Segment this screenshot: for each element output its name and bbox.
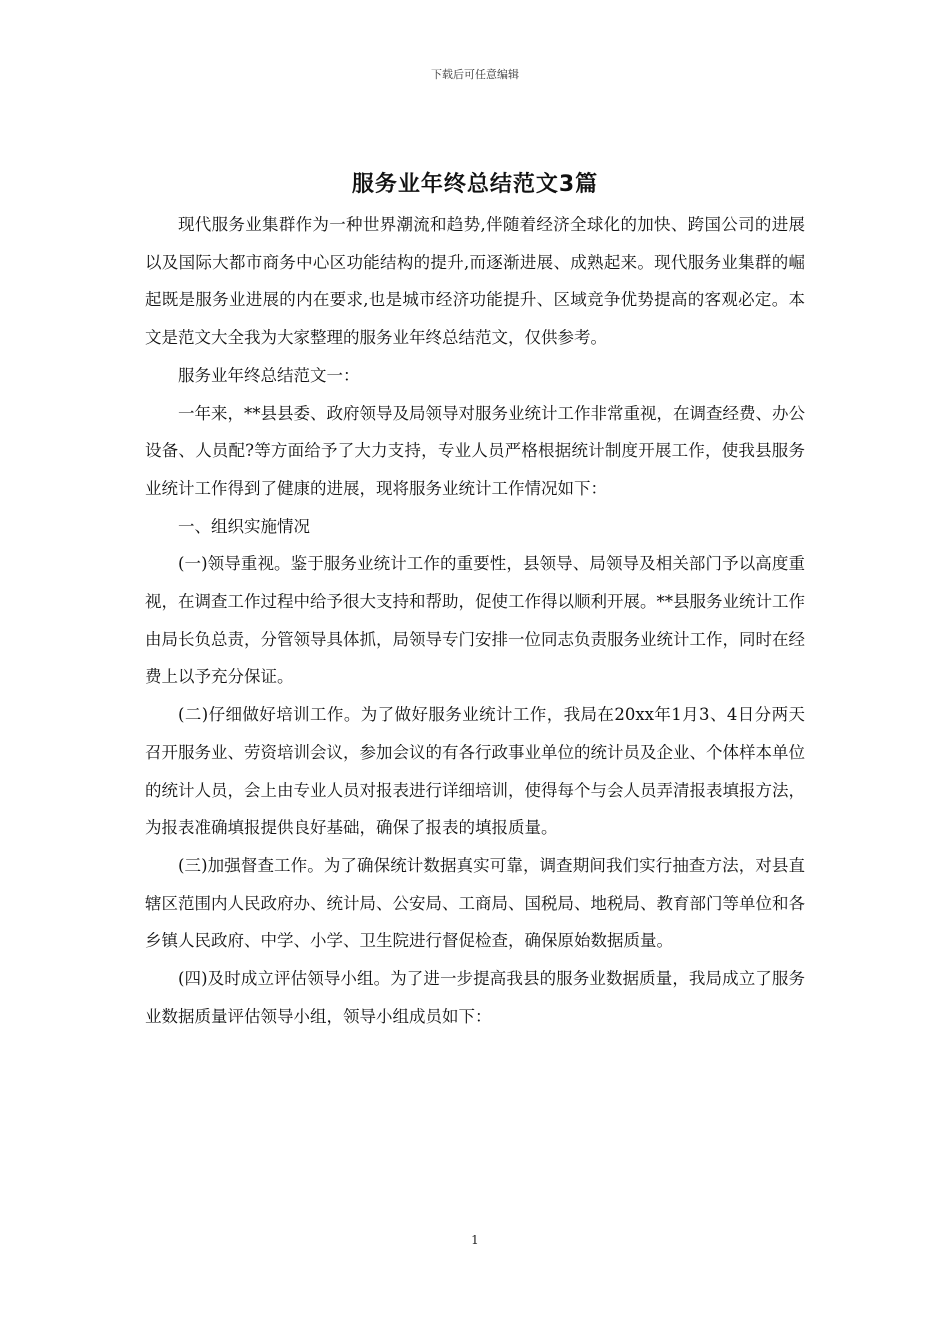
paragraph-item-4: (四)及时成立评估领导小组。为了进一步提高我县的服务业数据质量，我局成立了服务业数据质量评估领导小组，领导小组成员如下： — [145, 969, 805, 1026]
paragraph-item-1: (一)领导重视。鉴于服务业统计工作的重要性，县领导、局领导及相关部门予以高度重视，在调查工作过程中给予很大支持和帮助，促使工作得以顺利开展。**县服务业统计工作由局长负总责，分管领导具体抓，局领导专门安排一位同志负责服务业统计工作，同时在经费上以予充分保证。 — [145, 554, 805, 687]
paragraph-item-3: (三)加强督查工作。为了确保统计数据真实可靠，调查期间我们实行抽查方法，对县直辖区范围内人民政府办、统计局、公安局、工商局、国税局、地税局、教育部门等单位和各乡镇人民政府、中学、小学、卫生院进行督促检查，确保原始数据质量。 — [145, 855, 805, 951]
paragraph-subheading-organization: 一、组织实施情况 — [178, 516, 310, 536]
paragraph-item-2: (二)仔细做好培训工作。为了做好服务业统计工作，我局在20xx年1月3、4日分两天召开服务业、劳资培训会议，参加会议的有各行政事业单位的统计员及企业、个体样本单位的统计人员，会上由专业人员对报表进行详细培训，使得每个与会人员弄清报表填报方法，为报表准确填报提供良好基础，确保了报表的填报质量。 — [145, 705, 805, 838]
document-title: 服务业年终总结范文3篇 — [351, 171, 599, 197]
paragraph-section-heading: 服务业年终总结范文一： — [178, 365, 360, 385]
page-header: 下载后可任意编辑 — [431, 68, 519, 81]
page-number: 1 — [471, 1233, 479, 1247]
paragraph-intro: 现代服务业集群作为一种世界潮流和趋势,伴随着经济全球化的加快、跨国公司的进展以及国际大都市商务中心区功能结构的提升,而逐渐进展、成熟起来。现代服务业集群的崛起既是服务业进展的内在要求,也是城市经济功能提升、区域竞争优势提高的客观必定。本文是范文大全我为大家整理的服务业年终总结范文，仅供参考。 — [145, 215, 805, 348]
document-body — [145, 206, 805, 1035]
paragraph-overview: 一年来，**县县委、政府领导及局领导对服务业统计工作非常重视，在调查经费、办公设备、人员配?等方面给予了大力支持，专业人员严格根据统计制度开展工作，使我县服务业统计工作得到了健康的进展，现将服务业统计工作情况如下： — [145, 403, 805, 498]
